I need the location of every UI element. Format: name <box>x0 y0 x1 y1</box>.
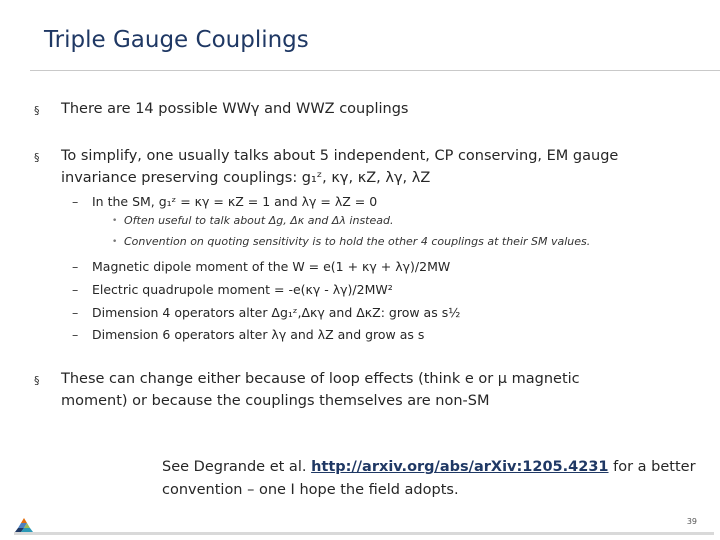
reference-prefix: See Degrande et al. <box>162 459 312 475</box>
sub-sub-item-1: Often useful to talk about Δg, Δκ and Δλ instead. <box>124 214 394 227</box>
bullet-marker: § <box>34 374 40 387</box>
logo-icon <box>14 518 34 532</box>
sub-item-1: In the SM, g₁ᶻ = κγ = κZ = 1 and λγ = λZ = 0 <box>92 194 378 209</box>
sub-item-2: Magnetic dipole moment of the W = e(1 + κγ + λγ)/2MW <box>92 259 451 274</box>
reference-line-2: convention – one I hope the field adopts. <box>162 482 459 498</box>
dash-marker: – <box>72 194 79 209</box>
bullet-marker: § <box>34 104 40 117</box>
arxiv-link[interactable]: http://arxiv.org/abs/arXiv:1205.4231 <box>311 459 609 475</box>
dash-marker: – <box>72 327 79 342</box>
sub-item-5: Dimension 6 operators alter λγ and λZ and grow as s <box>92 327 425 342</box>
sub-sub-item-2: Convention on quoting sensitivity is to hold the other 4 couplings at their SM values. <box>124 235 591 248</box>
reference-suffix: for a better <box>608 459 696 475</box>
dot-marker: • <box>112 216 118 226</box>
sub-item-3: Electric quadrupole moment = -e(κγ - λγ)/2MW² <box>92 282 393 297</box>
dash-marker: – <box>72 305 79 320</box>
bullet-2-line-2: invariance preserving couplings: g₁ᶻ, κγ, κZ, λγ, λZ <box>61 170 431 186</box>
bullet-2-line-1: To simplify, one usually talks about 5 independent, CP conserving, EM gauge <box>61 148 619 164</box>
footer-bar <box>14 532 714 535</box>
bullet-1: There are 14 possible WWγ and WWZ couplings <box>61 101 409 117</box>
title-divider <box>30 70 720 71</box>
bullet-3-line-2: moment) or because the couplings themselves are non-SM <box>61 393 490 409</box>
sub-item-4: Dimension 4 operators alter Δg₁ᶻ,Δκγ and ΔκZ: grow as s½ <box>92 305 461 320</box>
dash-marker: – <box>72 282 79 297</box>
page-number: 39 <box>686 517 697 526</box>
dash-marker: – <box>72 259 79 274</box>
slide-title: Triple Gauge Couplings <box>44 27 309 53</box>
reference-block <box>162 456 702 502</box>
bullet-marker: § <box>34 151 40 164</box>
dot-marker: • <box>112 237 118 247</box>
bullet-3-line-1: These can change either because of loop effects (think e or μ magnetic <box>61 371 580 387</box>
